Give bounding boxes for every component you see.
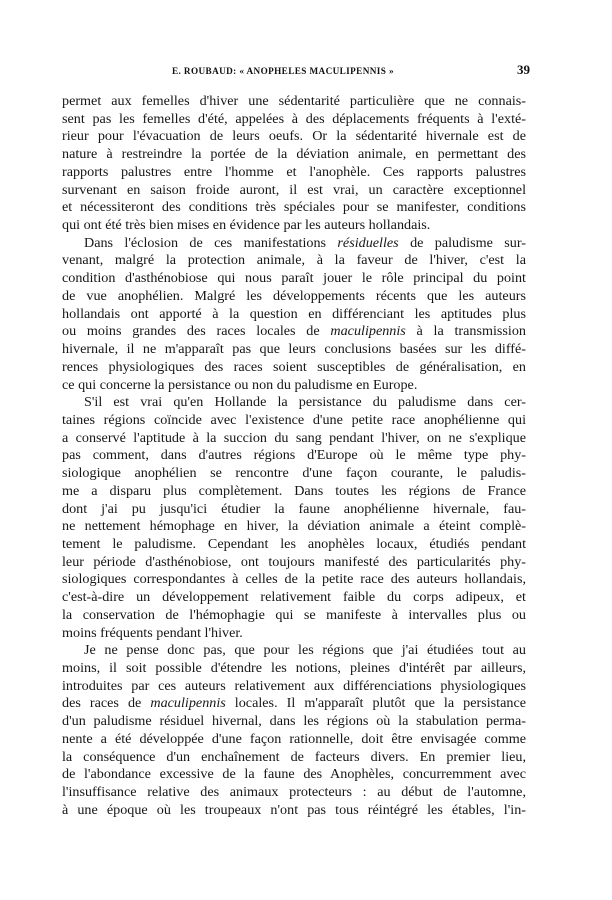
text-line: la conservation de l'hémophagie qui se manifeste à intervalles plus ou (62, 606, 526, 623)
running-title: E. ROUBAUD: « ANOPHELES MACULIPENNIS » (172, 66, 394, 76)
text-line: sent pas les femelles d'été, appelées à des déplacements fréquents à l'exté- (62, 110, 526, 127)
running-head (62, 60, 530, 80)
text-line: et nécessiteront des conditions très spéciales pour se manifester, conditions (62, 199, 526, 216)
text-line: des races de maculipennis locales. Il m'apparaît plutôt que la persistance (62, 695, 526, 712)
text-line: rieur pour l'évacuation de leurs oeufs. Or la sédentarité hivernale est de (62, 128, 526, 145)
text-line: d'un paludisme résiduel hivernal, dans les régions où la stabulation perma- (62, 713, 526, 730)
text-line: à une époque où les troupeaux n'ont pas tous réintégré les étables, l'in- (62, 801, 526, 818)
text-line: moins fréquents pendant l'hiver. (62, 624, 243, 641)
page-number: 39 (517, 62, 530, 77)
text-line: ce qui concerne la persistance ou non du paludisme en Europe. (62, 376, 418, 393)
text-line: a conservé l'aptitude à la succion du sang pendant l'hiver, on ne s'explique (62, 429, 526, 446)
text-line: tement le paludisme. Cependant les anophèles locaux, étudiés pendant (62, 535, 526, 552)
text-line: Je ne pense donc pas, que pour les régions que j'ai étudiées tout au (84, 642, 526, 659)
text-line: rapports palustres entre l'homme et l'anophèle. Ces rapports palustres (62, 163, 526, 180)
text-line: dont j'ai pu jusqu'ici étudier la faune anophélienne hivernale, fau- (62, 500, 526, 517)
text-line: de l'abondance excessive de la faune des Anophèles, concurremment avec (62, 766, 526, 783)
text-line: la conséquence d'un enchaînement de facteurs divers. En premier lieu, (62, 748, 526, 765)
text-line: leur période d'asthénobiose, ont toujours manifesté des particularités phy- (62, 553, 526, 570)
text-line: pas comment, dans d'autres régions d'Europe où le même type phy- (62, 447, 526, 464)
text-line: ou moins grandes des races locales de maculipennis à la transmission (62, 323, 526, 340)
text-line: c'est-à-dire un développement relativement faible du corps adipeux, et (62, 589, 526, 606)
text-line: de vue anophélien. Malgré les développements récents que les auteurs (62, 287, 526, 304)
text-line: siologique anophélien se rencontre d'une façon courante, le paludis- (62, 465, 526, 482)
text-line: Dans l'éclosion de ces manifestations résiduelles de paludisme sur- (84, 234, 526, 251)
text-line: S'il est vrai qu'en Hollande la persistance du paludisme dans cer- (84, 394, 526, 411)
text-line: siologiques correspondantes à celles de la petite race des auteurs hollandais, (62, 571, 526, 588)
text-line: hollandais ont apporté à la question en différenciant les aptitudes plus (62, 305, 526, 322)
text-line: nente a été développée d'une façon rationnelle, doit être envisagée comme (62, 730, 526, 747)
text-line: rences physiologiques des races soient susceptibles de généralisation, en (62, 358, 526, 375)
text-line: ne nettement hémophage en hiver, la déviation animale a éteint complè- (62, 518, 526, 535)
text-line: introduites par ces auteurs relativement aux différenciations physiologiques (62, 677, 526, 694)
text-line: venant, malgré la protection animale, à la faveur de l'hiver, c'est la (62, 252, 526, 269)
text-line: nature à restreindre la portée de la déviation animale, en permettant des (62, 146, 526, 163)
text-line: hivernale, il ne m'apparaît pas que leurs conclusions basées sur les diffé- (62, 341, 526, 358)
text-line: qui ont été très bien mises en évidence par les auteurs hollandais. (62, 217, 431, 234)
text-line: me a disparu plus complètement. Dans toutes les régions de France (62, 482, 526, 499)
text-line: permet aux femelles d'hiver une sédentarité particulière que ne connais- (62, 93, 526, 109)
text-line: moins, il soit possible d'étendre les notions, pleines d'intérêt par ailleurs, (62, 660, 526, 676)
text-line: survenant en saison froide auront, il est vrai, un caractère exceptionnel (62, 181, 526, 198)
text-line: l'insuffisance relative des animaux protecteurs : au début de l'automne, (62, 784, 526, 801)
text-line: taines régions coïncide avec l'existence d'une petite race anophélienne qui (62, 411, 526, 428)
body-text (62, 93, 530, 819)
text-line: condition d'asthénobiose qui nous paraît jouer le rôle principal du point (62, 270, 526, 287)
